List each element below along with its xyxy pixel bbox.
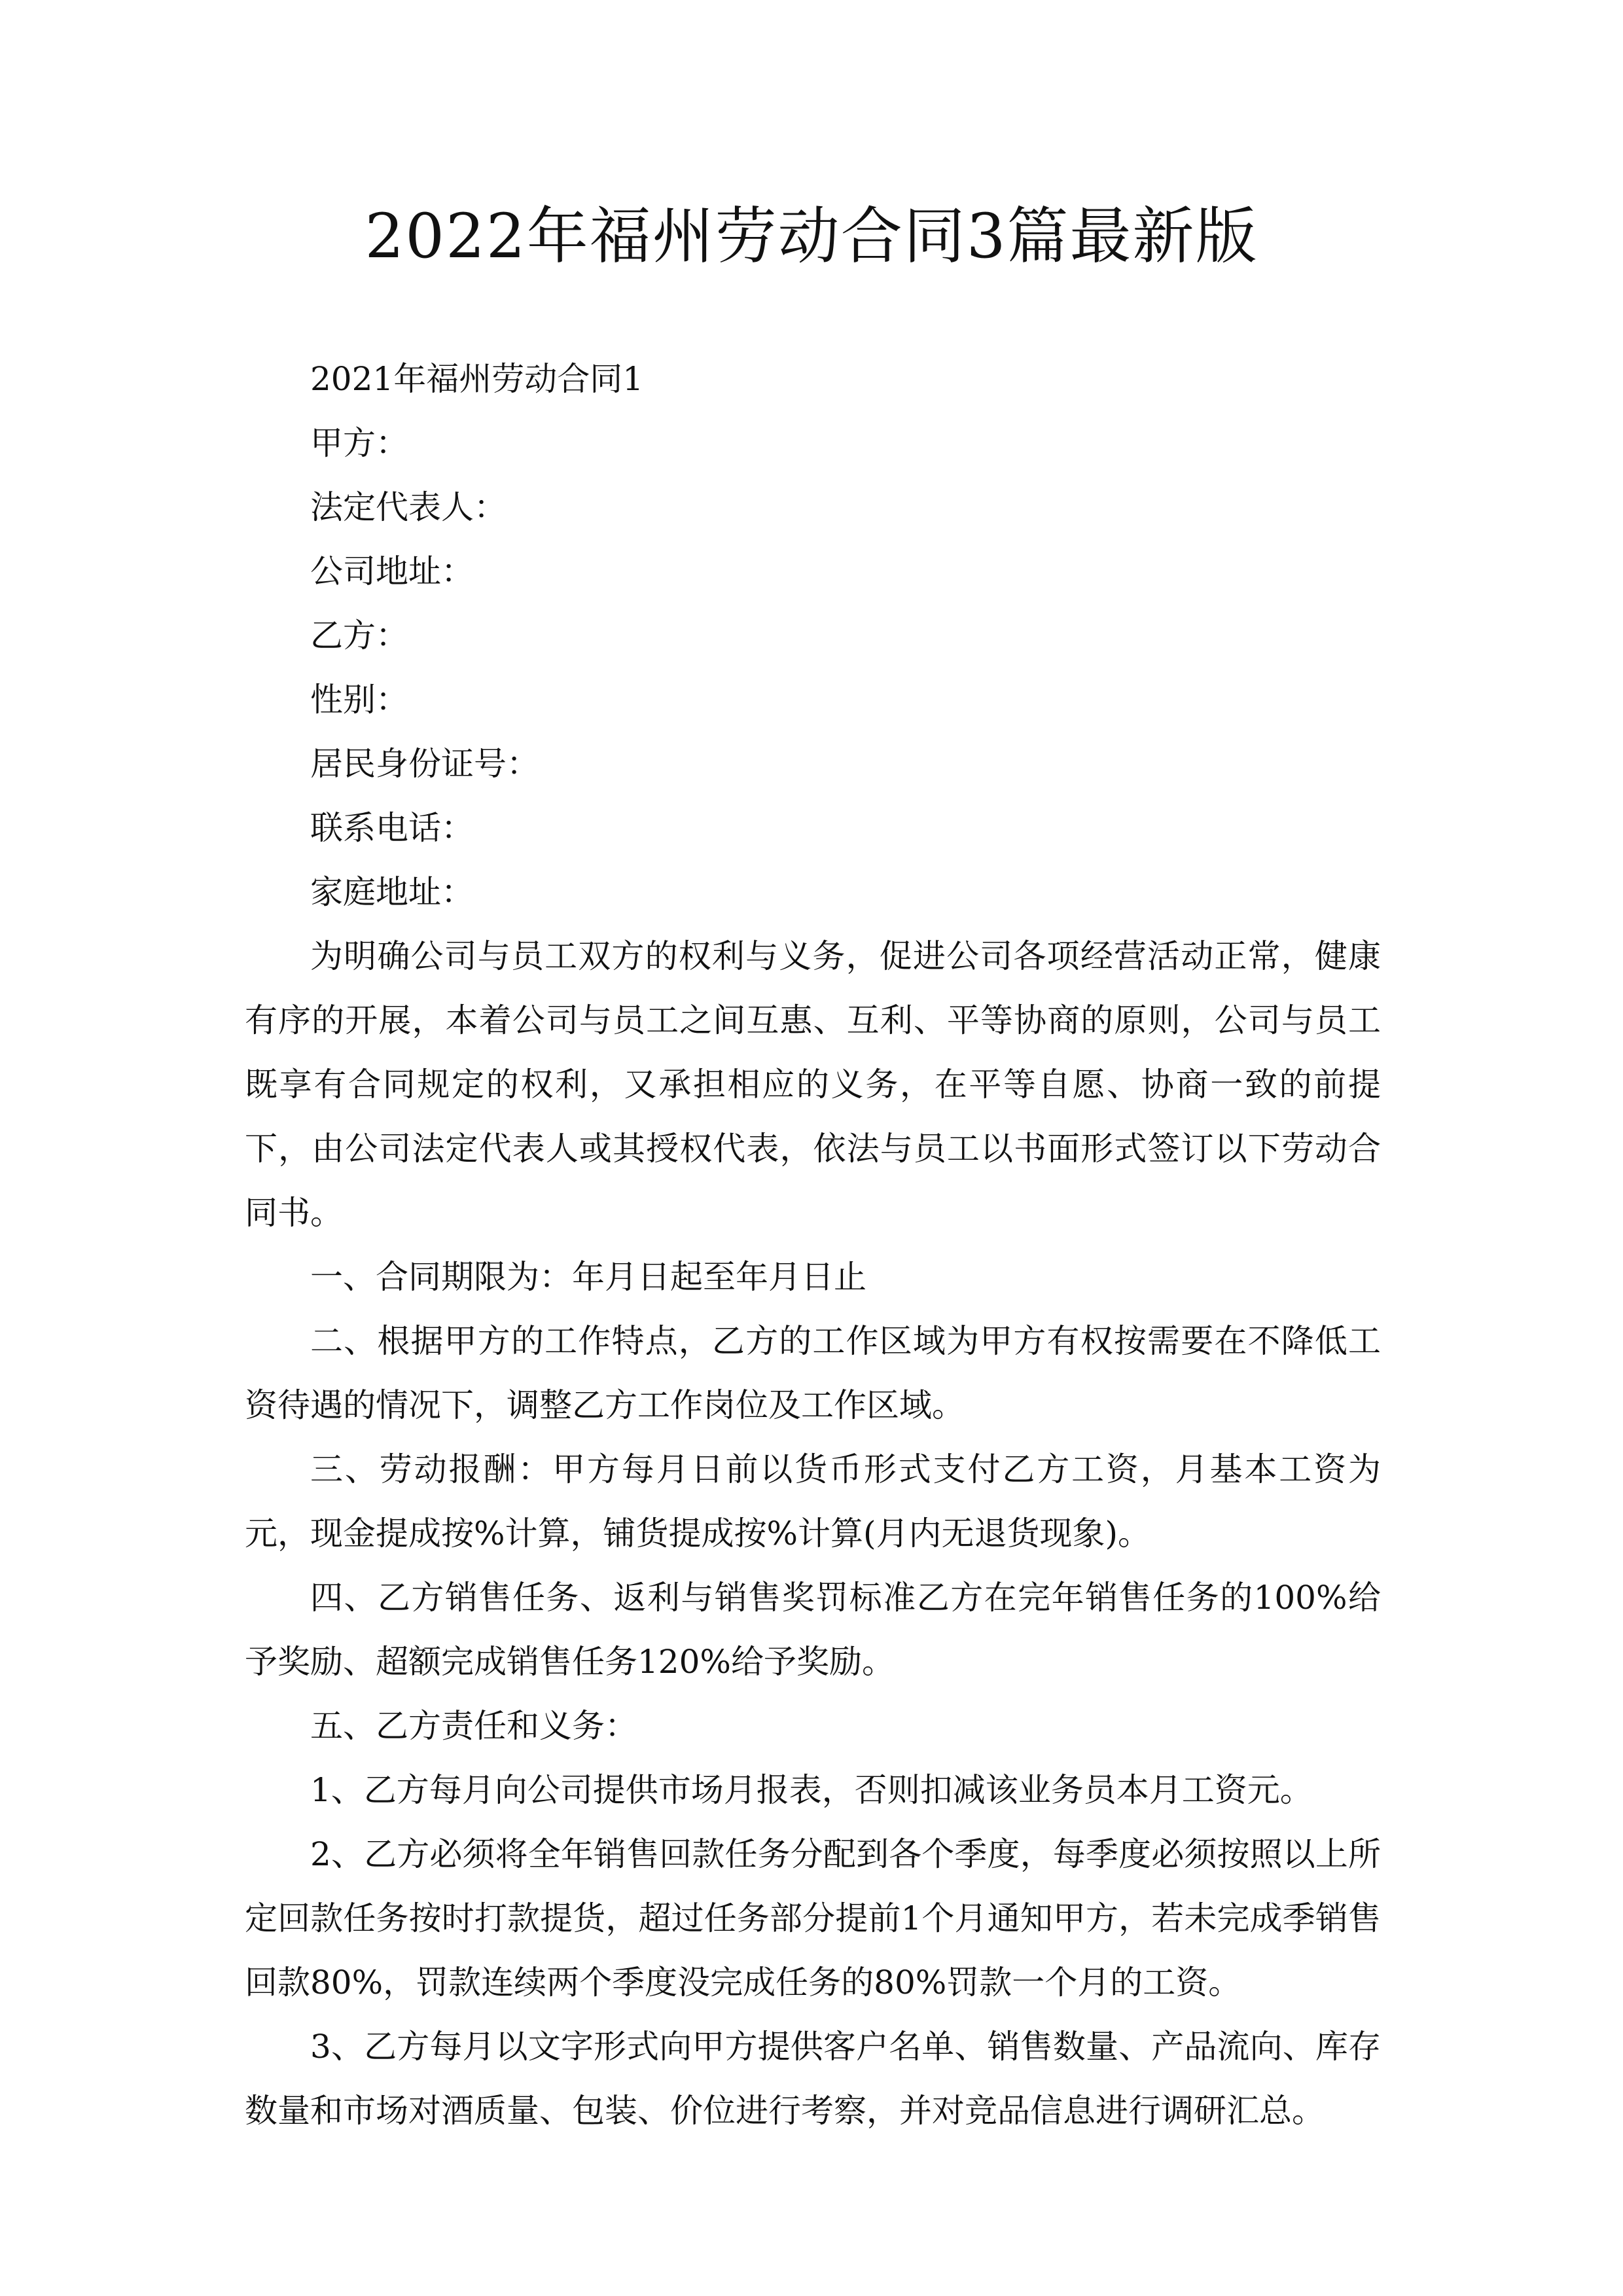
paragraph-item-2: 2、乙方必须将全年销售回款任务分配到各个季度，每季度必须按照以上所定回款任务按时打款提货，超过任务部分提前1个月通知甲方，若未完成季销售回款80%，罚款连续两个季度没完成任务的80%罚款一个月的工资。 (245, 1835, 1381, 2001)
paragraph-clause-4: 四、乙方销售任务、返利与销售奖罚标准乙方在完年销售任务的100%给予奖励、超额完成销售任务120%给予奖励。 (245, 1579, 1381, 1681)
document-body (245, 347, 1381, 2143)
field-company-address: 公司地址： (310, 552, 474, 590)
document-title: 2022年福州劳动合同3篇最新版 (365, 201, 1258, 272)
paragraph-item-3: 3、乙方每月以文字形式向甲方提供客户名单、销售数量、产品流向、库存数量和市场对酒质量、包装、价位进行考察，并对竞品信息进行调研汇总。 (245, 2028, 1381, 2130)
paragraph-clause-3: 三、劳动报酬：甲方每月日前以货币形式支付乙方工资，月基本工资为元，现金提成按%计算，铺货提成按%计算(月内无退货现象)。 (245, 1450, 1381, 1552)
paragraph-clause-5: 五、乙方责任和义务： (310, 1707, 637, 1745)
paragraph-preamble: 为明确公司与员工双方的权利与义务，促进公司各项经营活动正常，健康有序的开展，本着公司与员工之间互惠、互利、平等协商的原则，公司与员工既享有合同规定的权利，又承担相应的义务，在平等自愿、协商一致的前提下，由公司法定代表人或其授权代表，依法与员工以书面形式签订以下劳动合同书。 (245, 937, 1381, 1232)
field-id-number: 居民身份证号： (310, 745, 539, 783)
paragraph-item-1: 1、乙方每月向公司提供市场月报表，否则扣减该业务员本月工资元。 (310, 1771, 1313, 1809)
field-party-b: 乙方： (310, 617, 408, 655)
paragraph-clause-1: 一、合同期限为：年月日起至年月日止 (310, 1258, 866, 1296)
section-heading: 2021年福州劳动合同1 (310, 360, 644, 398)
field-home-address: 家庭地址： (310, 873, 474, 911)
field-party-a: 甲方： (310, 424, 408, 462)
field-legal-representative: 法定代表人： (310, 488, 507, 526)
field-gender: 性别： (310, 681, 408, 719)
field-phone: 联系电话： (310, 809, 474, 847)
paragraph-clause-2: 二、根据甲方的工作特点，乙方的工作区域为甲方有权按需要在不降低工资待遇的情况下，调整乙方工作岗位及工作区域。 (245, 1322, 1381, 1424)
